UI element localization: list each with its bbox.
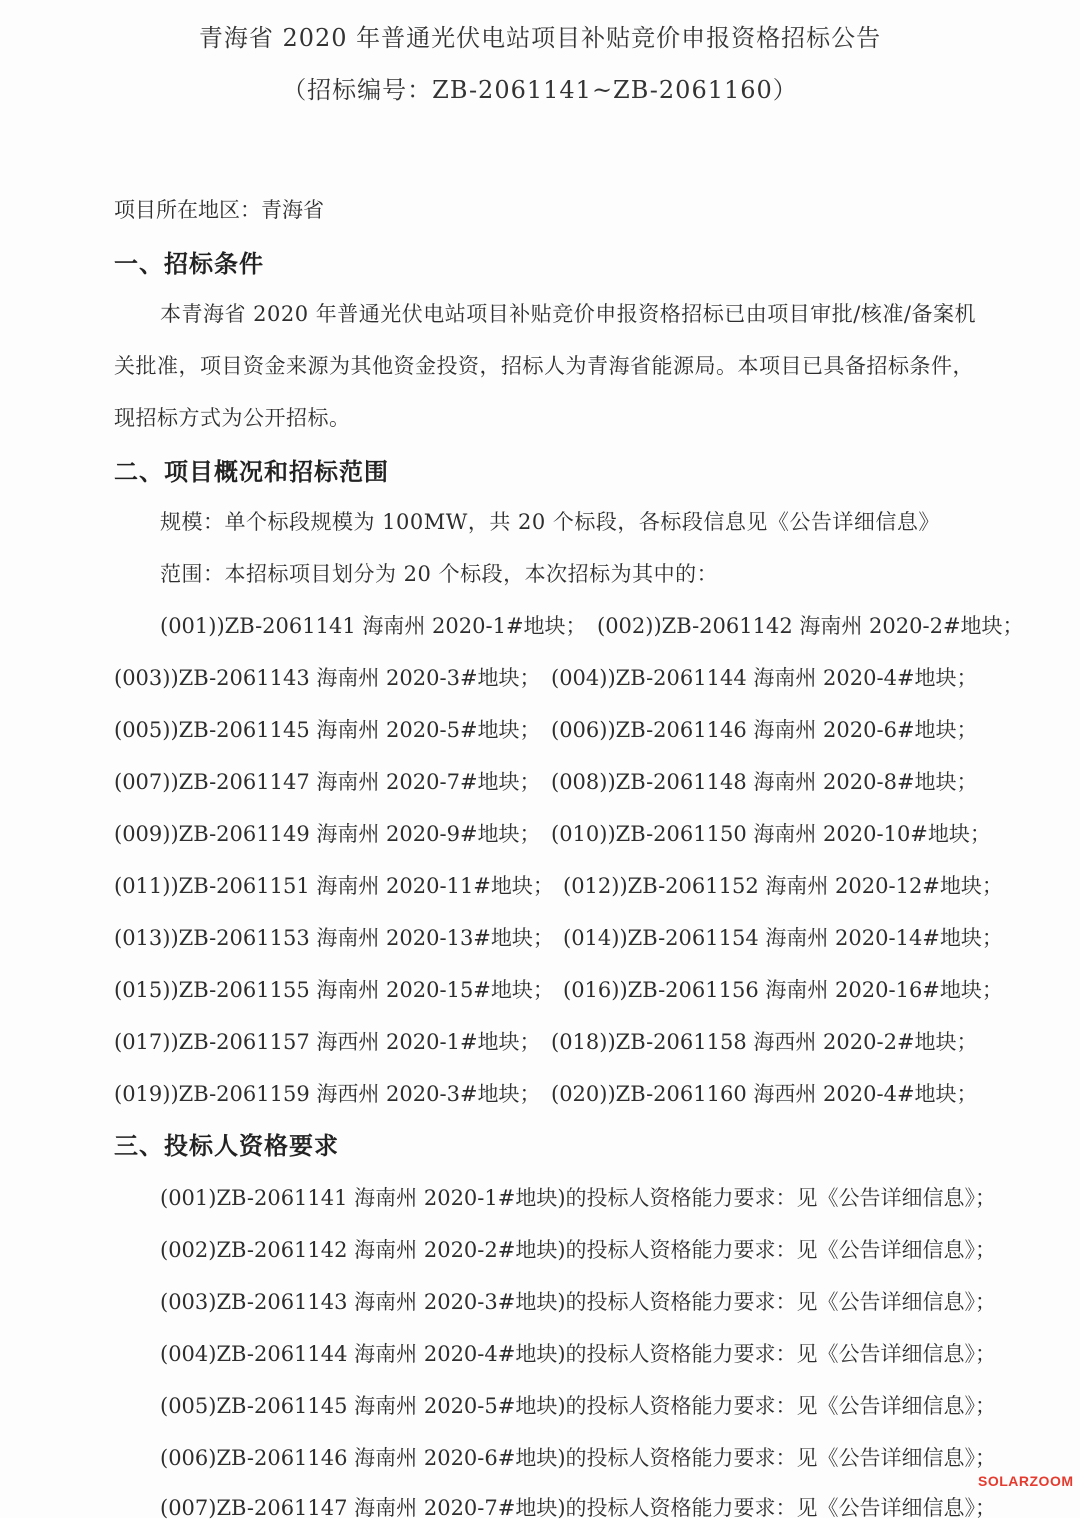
section-1-line-3: 现招标方式为公开招标。 — [114, 406, 351, 430]
lot-item: (001))ZB-2061141 海南州 2020-1#地块； — [160, 614, 587, 638]
lot-item: (004))ZB-2061144 海南州 2020-4#地块； — [551, 666, 978, 690]
lot-item: (013))ZB-2061153 海南州 2020-13#地块； — [114, 926, 554, 950]
lot-item: (015))ZB-2061155 海南州 2020-15#地块； — [114, 978, 554, 1002]
lot-item: (014))ZB-2061154 海南州 2020-14#地块； — [563, 926, 1003, 950]
project-scale: 规模：单个标段规模为 100MW，共 20 个标段，各标段信息见《公告详细信息》 — [160, 510, 940, 534]
qualification-item: (003)ZB-2061143 海南州 2020-3#地块)的投标人资格能力要求：见《公告详细信息》； — [160, 1290, 997, 1314]
section-1-heading: 一、招标条件 — [114, 249, 264, 278]
qualification-item: (002)ZB-2061142 海南州 2020-2#地块)的投标人资格能力要求：见《公告详细信息》； — [160, 1238, 997, 1262]
section-1-line-2: 关批准，项目资金来源为其他资金投资，招标人为青海省能源局。本项目已具备招标条件， — [114, 354, 974, 378]
project-region: 项目所在地区：青海省 — [114, 198, 324, 222]
watermark-logo: SOLARZOOM — [978, 1473, 1074, 1489]
lot-item: (008))ZB-2061148 海南州 2020-8#地块； — [551, 770, 978, 794]
qualification-item: (006)ZB-2061146 海南州 2020-6#地块)的投标人资格能力要求：见《公告详细信息》； — [160, 1446, 997, 1470]
qualification-item: (001)ZB-2061141 海南州 2020-1#地块)的投标人资格能力要求：见《公告详细信息》； — [160, 1186, 997, 1210]
qualification-item: (005)ZB-2061145 海南州 2020-5#地块)的投标人资格能力要求：见《公告详细信息》； — [160, 1394, 997, 1418]
lot-item: (006))ZB-2061146 海南州 2020-6#地块； — [551, 718, 978, 742]
lot-item: (011))ZB-2061151 海南州 2020-11#地块； — [114, 874, 554, 898]
lot-item: (016))ZB-2061156 海南州 2020-16#地块； — [563, 978, 1003, 1002]
project-scope: 范围：本招标项目划分为 20 个标段，本次招标为其中的： — [160, 562, 719, 586]
lot-item: (005))ZB-2061145 海南州 2020-5#地块； — [114, 718, 541, 742]
qualification-item: (007)ZB-2061147 海南州 2020-7#地块)的投标人资格能力要求：见《公告详细信息》； — [160, 1496, 997, 1520]
tender-number: （招标编号：ZB-2061141~ZB-2061160） — [282, 76, 798, 104]
lot-item: (010))ZB-2061150 海南州 2020-10#地块； — [551, 822, 991, 846]
lot-item: (002))ZB-2061142 海南州 2020-2#地块； — [597, 614, 1024, 638]
lot-item: (019))ZB-2061159 海西州 2020-3#地块； — [114, 1082, 541, 1106]
qualification-item: (004)ZB-2061144 海南州 2020-4#地块)的投标人资格能力要求：见《公告详细信息》； — [160, 1342, 997, 1366]
section-2-heading: 二、项目概况和招标范围 — [114, 457, 389, 486]
lot-item: (020))ZB-2061160 海西州 2020-4#地块； — [551, 1082, 978, 1106]
lot-item: (018))ZB-2061158 海西州 2020-2#地块； — [551, 1030, 978, 1054]
document-title: 青海省 2020 年普通光伏电站项目补贴竞价申报资格招标公告 — [198, 24, 882, 52]
lot-item: (007))ZB-2061147 海南州 2020-7#地块； — [114, 770, 541, 794]
lot-item: (012))ZB-2061152 海南州 2020-12#地块； — [563, 874, 1003, 898]
section-3-heading: 三、投标人资格要求 — [114, 1131, 339, 1160]
section-1-line-1: 本青海省 2020 年普通光伏电站项目补贴竞价申报资格招标已由项目审批/核准/备案机 — [160, 302, 976, 326]
lot-item: (009))ZB-2061149 海南州 2020-9#地块； — [114, 822, 541, 846]
lot-item: (003))ZB-2061143 海南州 2020-3#地块； — [114, 666, 541, 690]
lot-item: (017))ZB-2061157 海西州 2020-1#地块； — [114, 1030, 541, 1054]
